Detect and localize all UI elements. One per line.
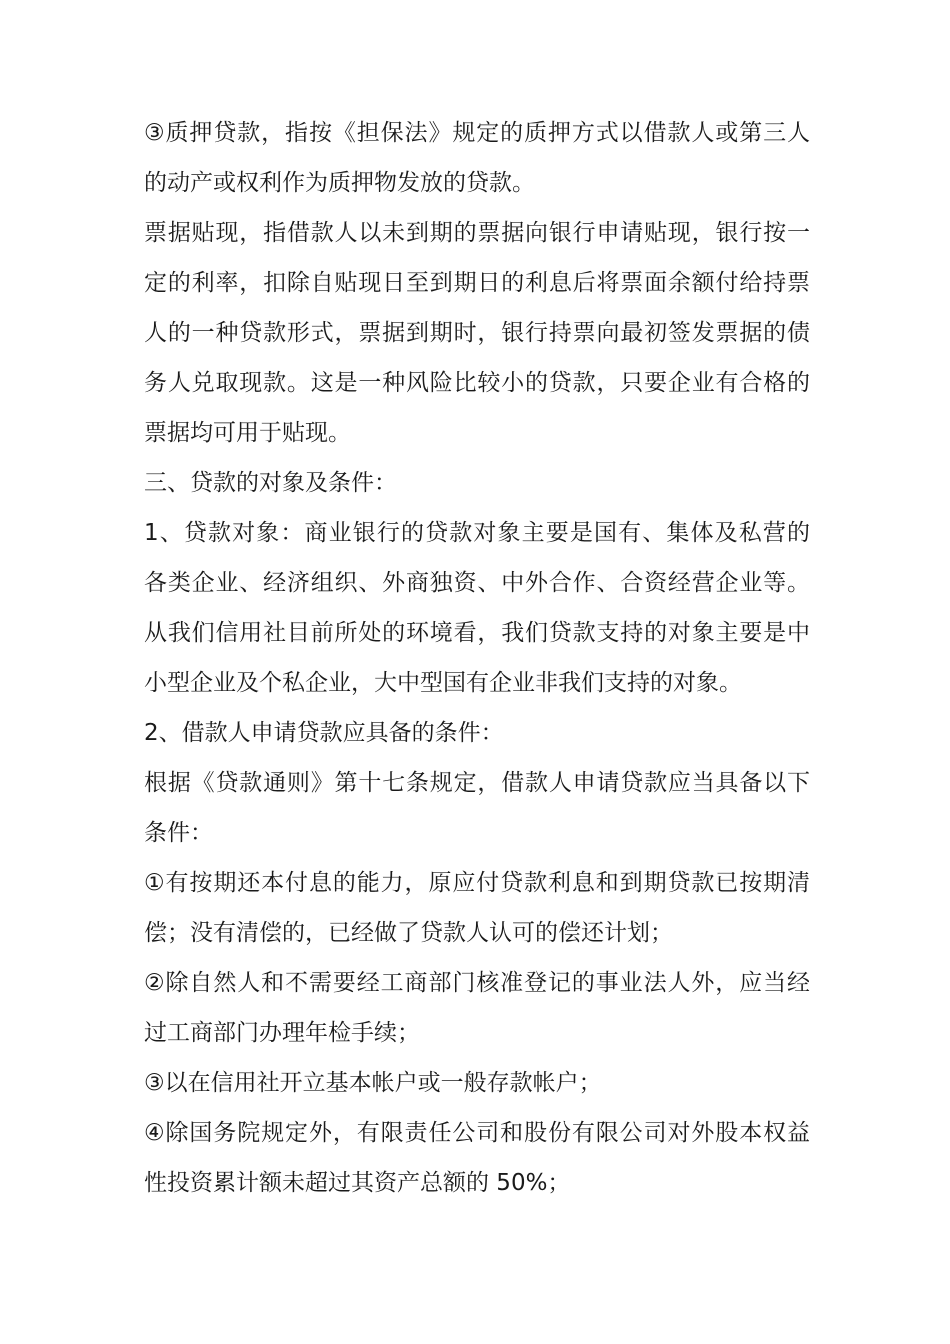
text-line: 1、贷款对象：商业银行的贷款对象主要是国有、集体及私营的 — [144, 520, 810, 546]
text-line: 条件： — [144, 820, 213, 846]
text-line: 性投资累计额未超过其资产总额的 50%； — [144, 1170, 571, 1196]
subsection-heading: 2、借款人申请贷款应具备的条件： — [144, 720, 504, 746]
text-line: 过工商部门办理年检手续； — [144, 1020, 420, 1046]
text-line: 根据《贷款通则》第十七条规定，借款人申请贷款应当具备以下 — [144, 770, 810, 796]
text-line: ③以在信用社开立基本帐户或一般存款帐户； — [144, 1070, 602, 1096]
text-line: 务人兑取现款。这是一种风险比较小的贷款，只要企业有合格的 — [144, 370, 810, 396]
text-line: 小型企业及个私企业，大中型国有企业非我们支持的对象。 — [144, 670, 742, 696]
text-line: 从我们信用社目前所处的环境看，我们贷款支持的对象主要是中 — [144, 620, 810, 646]
text-line: ②除自然人和不需要经工商部门核准登记的事业法人外，应当经 — [144, 970, 810, 996]
text-line: ①有按期还本付息的能力，原应付贷款利息和到期贷款已按期清 — [144, 870, 810, 896]
text-line: ④除国务院规定外，有限责任公司和股份有限公司对外股本权益 — [144, 1120, 810, 1146]
text-line: 定的利率，扣除自贴现日至到期日的利息后将票面余额付给持票 — [144, 270, 810, 296]
text-line: ③质押贷款，指按《担保法》规定的质押方式以借款人或第三人 — [144, 120, 810, 146]
text-line: 的动产或权利作为质押物发放的贷款。 — [144, 170, 535, 196]
text-line: 各类企业、经济组织、外商独资、中外合作、合资经营企业等。 — [144, 570, 810, 596]
document-body — [144, 108, 810, 1208]
section-heading: 三、贷款的对象及条件： — [144, 470, 397, 496]
text-line: 票据贴现，指借款人以未到期的票据向银行申请贴现，银行按一 — [144, 220, 810, 246]
text-line: 票据均可用于贴现。 — [144, 420, 351, 446]
text-line: 人的一种贷款形式，票据到期时，银行持票向最初签发票据的债 — [144, 320, 810, 346]
text-line: 偿；没有清偿的，已经做了贷款人认可的偿还计划； — [144, 920, 673, 946]
